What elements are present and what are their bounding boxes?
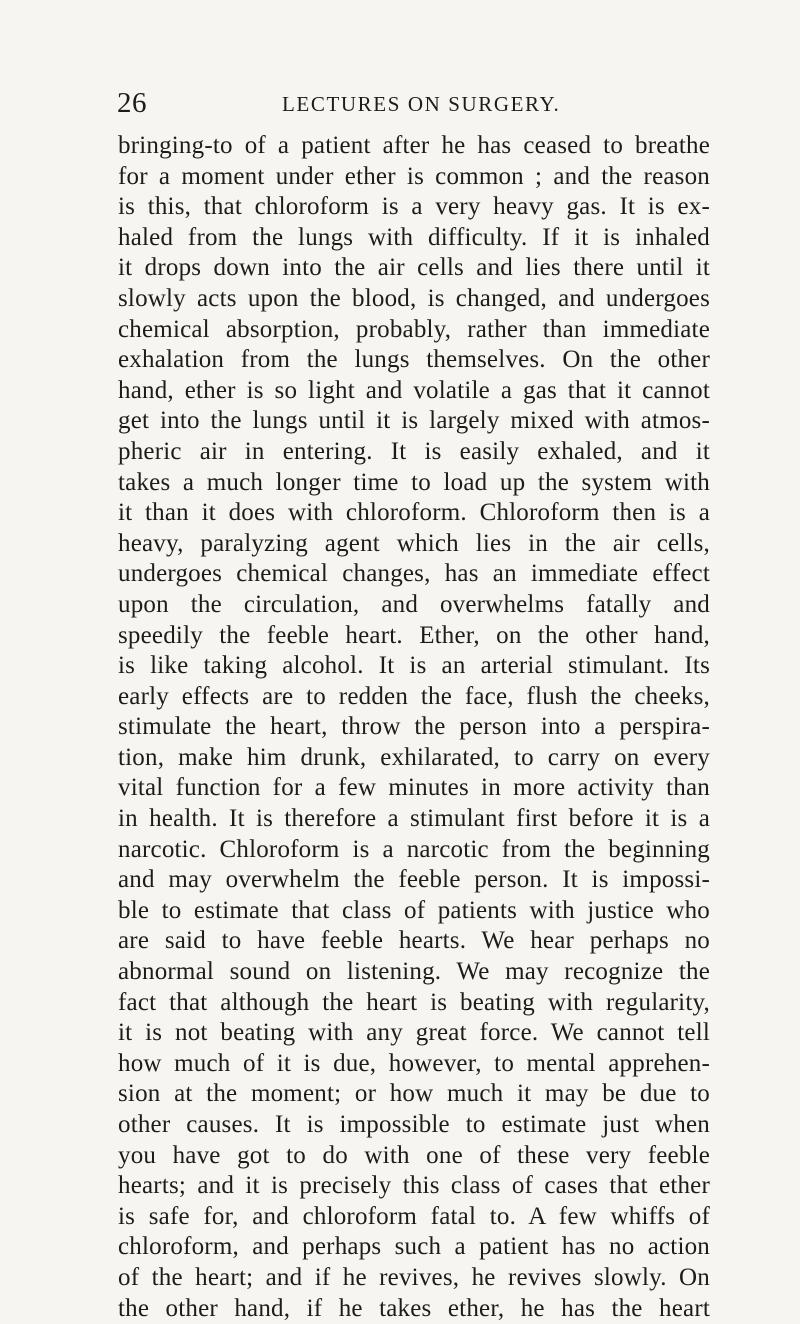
text-line: early effects are to redden the face, flush the cheeks, — [118, 682, 710, 710]
text-line: undergoes chemical changes, has an immediate effect — [118, 560, 710, 588]
text-line: other causes. It is impossible to estimate just when — [118, 1111, 710, 1138]
text-line: in health. It is therefore a stimulant first before it is a — [118, 805, 710, 833]
text-line: speedily the feeble heart. Ether, on the other hand, — [118, 621, 710, 649]
text-line: bringing-to of a patient after he has ceased to breathe — [118, 132, 710, 159]
text-line: chemical absorption, probably, rather than immediate — [118, 315, 710, 343]
text-line: are said to have feeble hearts. We hear perhaps no — [118, 927, 710, 955]
text-line: is this, that chloroform is a very heavy gas. It is ex- — [118, 193, 710, 221]
text-line: the other hand, if he takes ether, he has the heart — [118, 1294, 710, 1322]
running-head — [117, 86, 717, 120]
text-line: slowly acts upon the blood, is changed, and undergoes — [118, 284, 710, 312]
text-line: for a moment under ether is common ; and the reason — [118, 162, 710, 190]
text-line: of the heart; and if he revives, he revives slowly. On — [118, 1263, 710, 1291]
text-line: how much of it is due, however, to mental apprehen- — [118, 1049, 710, 1077]
text-line: abnormal sound on listening. We may recognize the — [118, 958, 710, 986]
page-number: 26 — [117, 87, 147, 119]
text-line: it than it does with chloroform. Chloroform then is a — [118, 499, 710, 527]
text-line: ble to estimate that class of patients with justice who — [118, 896, 710, 924]
text-line: vital function for a few minutes in more activity than — [118, 774, 710, 802]
text-line: and may overwhelm the feeble person. It is impossi- — [118, 866, 710, 894]
text-line: exhalation from the lungs themselves. On the other — [118, 346, 710, 374]
text-line: upon the circulation, and overwhelms fatally and — [118, 590, 710, 618]
text-line: sion at the moment; or how much it may be due to — [118, 1080, 710, 1108]
text-line: pheric air in entering. It is easily exhaled, and it — [118, 437, 710, 465]
text-line: chloroform, and perhaps such a patient has no action — [118, 1233, 710, 1261]
text-line: fact that although the heart is beating with regularity, — [118, 988, 710, 1016]
text-line: takes a much longer time to load up the system with — [118, 468, 710, 496]
text-line: is safe for, and chloroform fatal to. A few whiffs of — [118, 1202, 710, 1230]
text-line: heavy, paralyzing agent which lies in the air cells, — [118, 529, 710, 557]
text-line: it is not beating with any great force. We cannot tell — [118, 1019, 710, 1047]
text-line: tion, make him drunk, exhilarated, to carry on every — [118, 743, 710, 771]
text-line: get into the lungs until it is largely mixed with atmos- — [118, 407, 710, 435]
text-line: hand, ether is so light and volatile a gas that it cannot — [118, 376, 710, 404]
text-line: stimulate the heart, throw the person into a perspira- — [118, 713, 710, 741]
text-line: haled from the lungs with difficulty. If it is inhaled — [118, 223, 710, 251]
body-text — [118, 131, 710, 1324]
text-line: you have got to do with one of these very feeble — [118, 1141, 710, 1169]
text-line: hearts; and it is precisely this class of cases that ether — [118, 1172, 710, 1200]
text-line: it drops down into the air cells and lies there until it — [118, 254, 710, 282]
text-line: narcotic. Chloroform is a narcotic from the beginning — [118, 835, 710, 863]
text-line: is like taking alcohol. It is an arterial stimulant. Its — [118, 652, 710, 680]
running-title: LECTURES ON SURGERY. — [282, 92, 561, 116]
